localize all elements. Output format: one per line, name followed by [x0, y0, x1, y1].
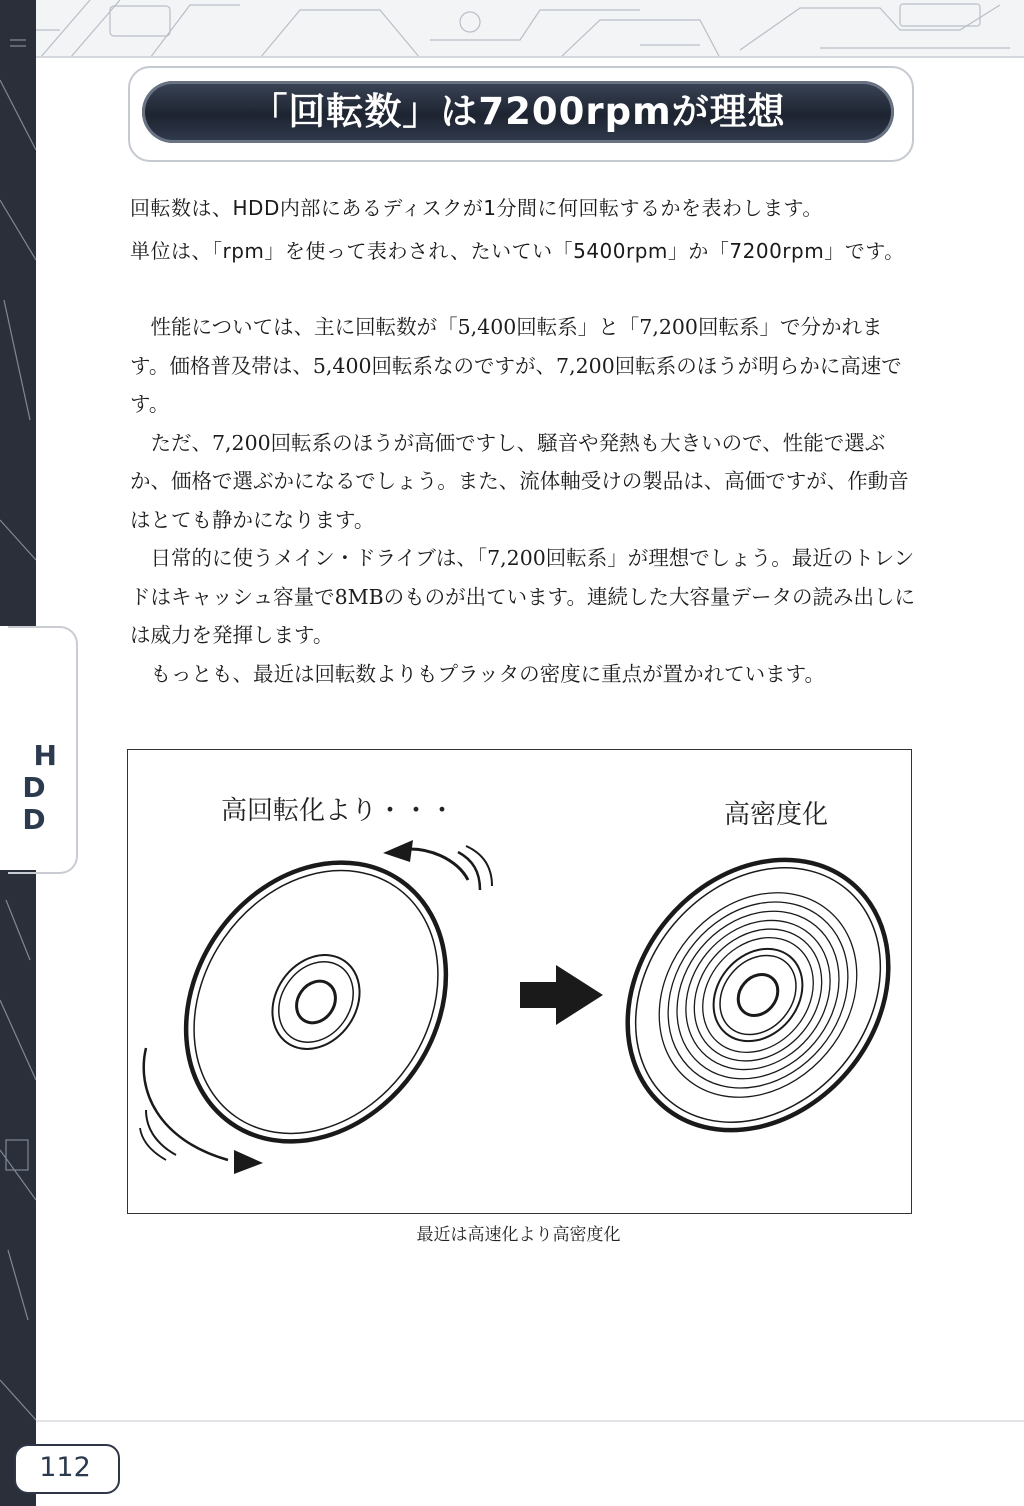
- paragraph: ただ、7,200回転系のほうが高価ですし、騒音や発熱も大きいので、性能で選ぶか、価格で選ぶかになるでしょう。また、流体軸受けの製品は、高価ですが、作動音はとても静かになります。: [130, 430, 909, 532]
- paragraph: 日常的に使うメイン・ドライブは、「7,200回転系」が理想でしょう。最近のトレンドはキャッシュ容量で8MBのものが出ています。連続した大容量データの読み出しには威力を発揮します。: [130, 546, 916, 647]
- paragraph: 性能については、主に回転数が「5,400回転系」と「7,200回転系」で分かれます。価格普及帯は、5,400回転系なのですが、7,200回転系のほうが明らかに高速です。: [130, 315, 902, 416]
- left-disk: [133, 812, 499, 1192]
- right-arrow-icon: [520, 965, 603, 1025]
- paragraph: もっとも、最近は回転数よりもプラッタの密度に重点が置かれています。: [150, 661, 825, 686]
- footer-divider: [36, 1420, 1024, 1422]
- rotation-arrow-bottom: [140, 1048, 263, 1174]
- body-text: [130, 308, 920, 693]
- figure-illustration: [128, 750, 911, 1213]
- figure-left-label: 高回転化より・・・: [221, 796, 456, 826]
- lead-line-2: 単位は、「rpm」を使って表わされ、たいてい「5400rpm」か「7200rpm」です。: [130, 239, 905, 263]
- rotation-arrow-top: [383, 840, 492, 890]
- right-disk: [574, 807, 911, 1182]
- page-number: 112: [39, 1452, 91, 1483]
- header-decoration: [0, 0, 1024, 58]
- figure-right-label: 高密度化: [724, 800, 829, 830]
- section-label-h: H D D: [22, 739, 57, 836]
- page-title: 「回転数」は7200rpmが理想: [250, 90, 786, 133]
- section-label: [14, 708, 57, 836]
- figure-caption: 最近は高速化より高密度化: [416, 1225, 621, 1245]
- figure-box: [127, 749, 912, 1214]
- lead-line-1: 回転数は、HDD内部にあるディスクが1分間に何回転するかを表わします。: [130, 196, 823, 220]
